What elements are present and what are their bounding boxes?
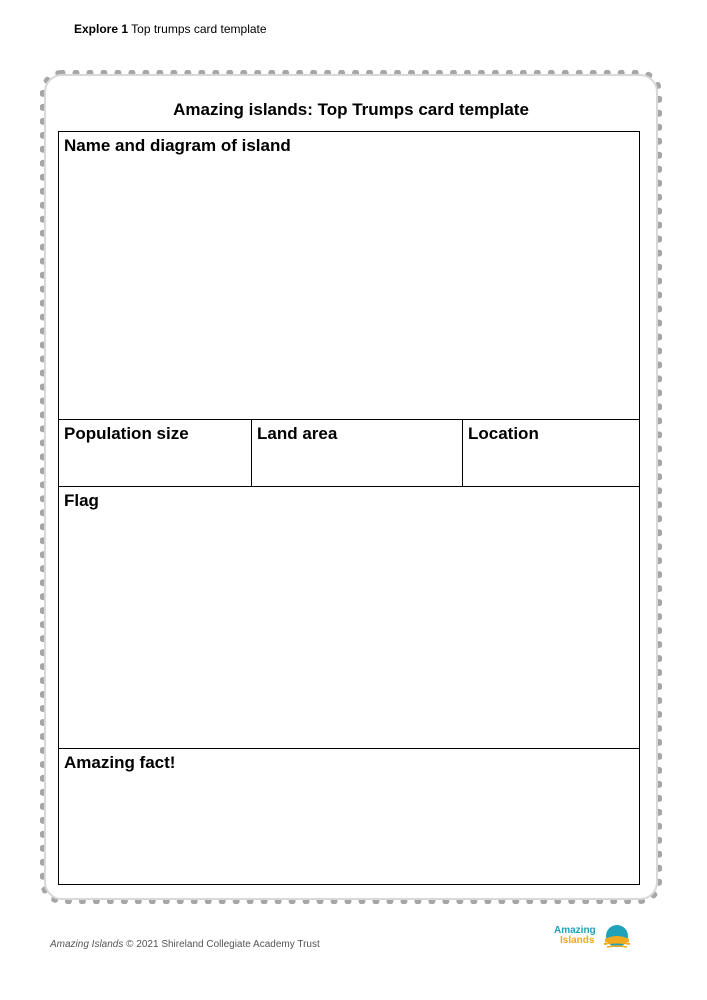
section-flag: Flag bbox=[64, 491, 99, 510]
footer bbox=[50, 939, 320, 950]
document-header bbox=[74, 22, 267, 36]
footer-copyright: © 2021 Shireland Collegiate Academy Trust bbox=[126, 939, 320, 950]
island-sun-icon bbox=[602, 922, 632, 950]
logo-line1: Amazing bbox=[554, 925, 596, 936]
header-text: Top trumps card template bbox=[131, 22, 267, 36]
logo-text bbox=[554, 926, 596, 946]
card-title: Amazing islands: Top Trumps card template bbox=[173, 100, 529, 119]
header-label: Explore 1 bbox=[74, 22, 129, 36]
section-location: Location bbox=[468, 424, 539, 443]
section-amazing-fact: Amazing fact! bbox=[64, 753, 176, 772]
logo-line2: Islands bbox=[560, 935, 595, 946]
section-land-area: Land area bbox=[257, 424, 338, 443]
footer-brand: Amazing Islands bbox=[50, 939, 124, 950]
section-population: Population size bbox=[64, 424, 189, 443]
section-name-diagram: Name and diagram of island bbox=[64, 136, 291, 155]
card-grid bbox=[58, 131, 640, 885]
amazing-islands-logo bbox=[554, 922, 634, 952]
